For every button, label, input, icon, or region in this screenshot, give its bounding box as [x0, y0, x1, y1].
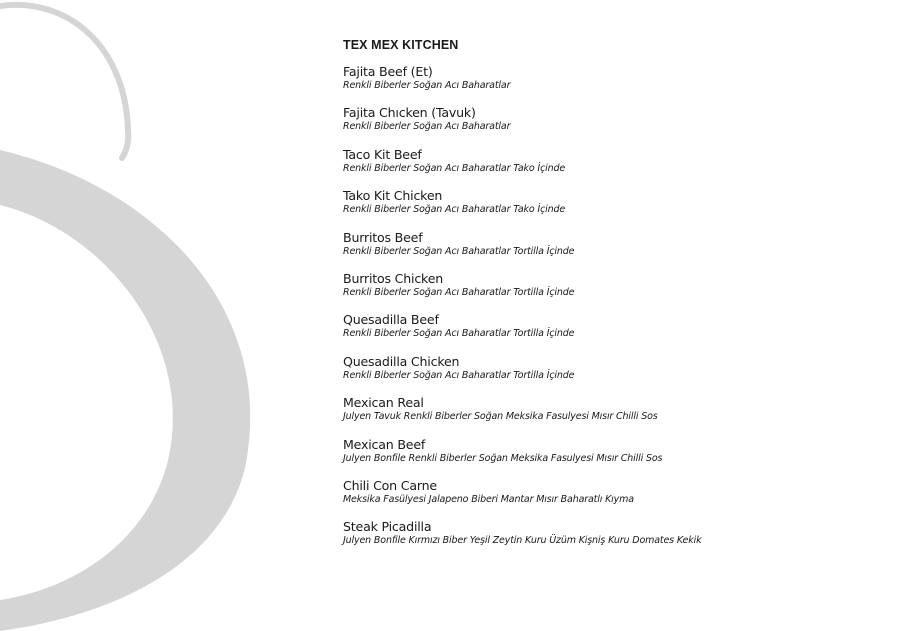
menu-item-description: Julyen Tavuk Renkli Biberler Soğan Meksika Fasulyesi Mısır Chilli Sos: [343, 411, 658, 423]
menu-item: [343, 105, 883, 146]
menu-item-name: Quesadilla Chicken: [343, 353, 460, 369]
menu-item-description: Julyen Bonfile Renkli Biberler Soğan Meksika Fasulyesi Mısır Chilli Sos: [343, 452, 663, 464]
menu-item-name: Chili Con Carne: [343, 477, 437, 493]
menu-item: [343, 230, 883, 271]
menu-item-description: Meksika Fasülyesi Jalapeno Biberi Mantar Mısır Baharatlı Kıyma: [343, 493, 634, 505]
menu-item: [343, 312, 883, 353]
menu-item-description: Renkli Biberler Soğan Acı Baharatlar Tako İçinde: [343, 204, 566, 216]
menu-item-description: Julyen Bonfile Kırmızı Biber Yeşil Zeytin Kuru Üzüm Kişniş Kuru Domates Kekik: [343, 535, 702, 547]
menu-item-list: [343, 64, 883, 561]
menu-item-description: Renkli Biberler Soğan Acı Baharatlar Tortilla İçinde: [343, 245, 575, 257]
menu-item: [343, 64, 883, 105]
menu-section: [343, 37, 883, 561]
menu-item-name: Quesadilla Beef: [343, 312, 439, 328]
menu-item: [343, 478, 883, 519]
menu-item: [343, 519, 883, 560]
menu-item-description: Renkli Biberler Soğan Acı Baharatlar Tako İçinde: [343, 162, 566, 174]
menu-item-name: Fajita Chıcken (Tavuk): [343, 105, 476, 121]
menu-item-name: Steak Picadilla: [343, 519, 432, 535]
menu-item-name: Burritos Chicken: [343, 270, 444, 286]
menu-item-name: Tako Kit Chicken: [343, 188, 443, 204]
menu-title: TEX MEX KITCHEN: [343, 38, 459, 52]
menu-item-name: Mexican Real: [343, 395, 424, 411]
menu-item: [343, 147, 883, 188]
menu-item-description: Renkli Biberler Soğan Acı Baharatlar Tortilla İçinde: [343, 328, 575, 340]
menu-item-name: Burritos Beef: [343, 229, 423, 245]
menu-item: [343, 271, 883, 312]
menu-item: [343, 188, 883, 229]
menu-item-name: Mexican Beef: [343, 436, 426, 452]
menu-item: [343, 437, 883, 478]
menu-item-name: Fajita Beef (Et): [343, 64, 433, 79]
menu-item-description: Renkli Biberler Soğan Acı Baharatlar: [343, 121, 511, 133]
menu-item: [343, 354, 883, 395]
menu-item-description: Renkli Biberler Soğan Acı Baharatlar Tortilla İçinde: [343, 286, 575, 298]
menu-item: [343, 395, 883, 436]
menu-item-name: Taco Kit Beef: [343, 146, 422, 162]
menu-item-description: Renkli Biberler Soğan Acı Baharatlar: [343, 80, 511, 91]
menu-item-description: Renkli Biberler Soğan Acı Baharatlar Tortilla İçinde: [343, 369, 575, 381]
